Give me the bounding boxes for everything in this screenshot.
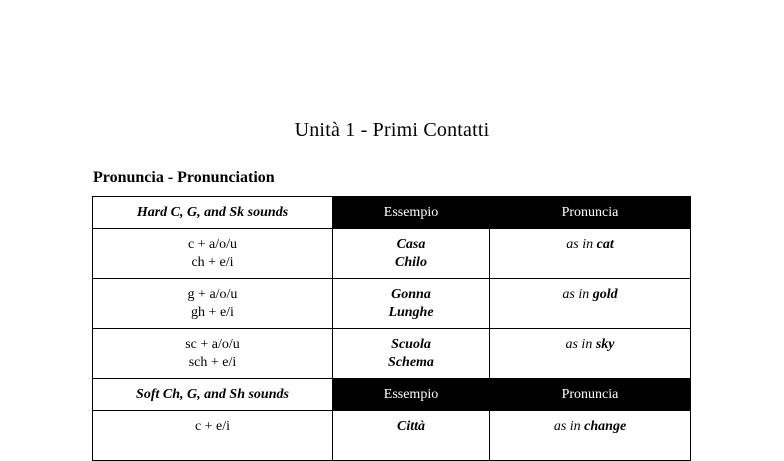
example-word: Casa xyxy=(396,237,426,252)
table-row xyxy=(93,329,691,379)
example-word: Lunghe xyxy=(388,305,434,320)
rule-line: c + e/i xyxy=(194,419,231,434)
pronunciation-prefix: as in xyxy=(565,337,596,352)
rule-line: ch + e/i xyxy=(191,255,234,270)
table-row xyxy=(93,229,691,279)
table-row xyxy=(93,279,691,329)
rule-line: gh + e/i xyxy=(191,305,234,320)
pronunciation-table xyxy=(92,196,691,461)
pronunciation-prefix: as in xyxy=(566,237,597,252)
pronunciation-word: gold xyxy=(592,287,618,302)
pronunciation-cell xyxy=(490,411,691,461)
table-header-hard xyxy=(93,197,691,229)
rule-cell xyxy=(93,411,333,461)
example-word: Scuola xyxy=(391,337,431,352)
page-title: Unità 1 - Primi Contatti xyxy=(294,119,490,141)
section-heading: Pronuncia - Pronunciation xyxy=(93,169,275,186)
example-word: Schema xyxy=(388,355,434,370)
header-label: Soft Ch, G, and Sh sounds xyxy=(93,379,333,411)
example-cell xyxy=(333,279,490,329)
table-header-soft xyxy=(93,379,691,411)
pronunciation-word: change xyxy=(584,419,627,434)
example-cell xyxy=(333,229,490,279)
rule-line: sc + a/o/u xyxy=(185,337,240,352)
pronunciation-cell xyxy=(490,279,691,329)
pronunciation-prefix: as in xyxy=(562,287,593,302)
table-row xyxy=(93,411,691,461)
rule-line: c + a/o/u xyxy=(187,237,238,252)
rule-cell xyxy=(93,229,333,279)
pronunciation-word: sky xyxy=(595,337,615,352)
header-example: Essempio xyxy=(333,197,490,229)
header-pronunciation: Pronuncia xyxy=(490,197,691,229)
example-word: Città xyxy=(396,419,425,434)
pronunciation-cell xyxy=(490,229,691,279)
header-example: Essempio xyxy=(333,379,490,411)
rule-cell xyxy=(93,329,333,379)
rule-cell xyxy=(93,279,333,329)
example-cell xyxy=(333,329,490,379)
example-cell xyxy=(333,411,490,461)
rule-line: sch + e/i xyxy=(188,355,237,370)
header-pronunciation: Pronuncia xyxy=(490,379,691,411)
rule-line: g + a/o/u xyxy=(187,287,238,302)
header-label: Hard C, G, and Sk sounds xyxy=(93,197,333,229)
pronunciation-cell xyxy=(490,329,691,379)
example-word: Gonna xyxy=(391,287,431,302)
pronunciation-prefix: as in xyxy=(553,419,585,434)
example-word: Chilo xyxy=(395,255,427,270)
pronunciation-word: cat xyxy=(596,237,614,252)
